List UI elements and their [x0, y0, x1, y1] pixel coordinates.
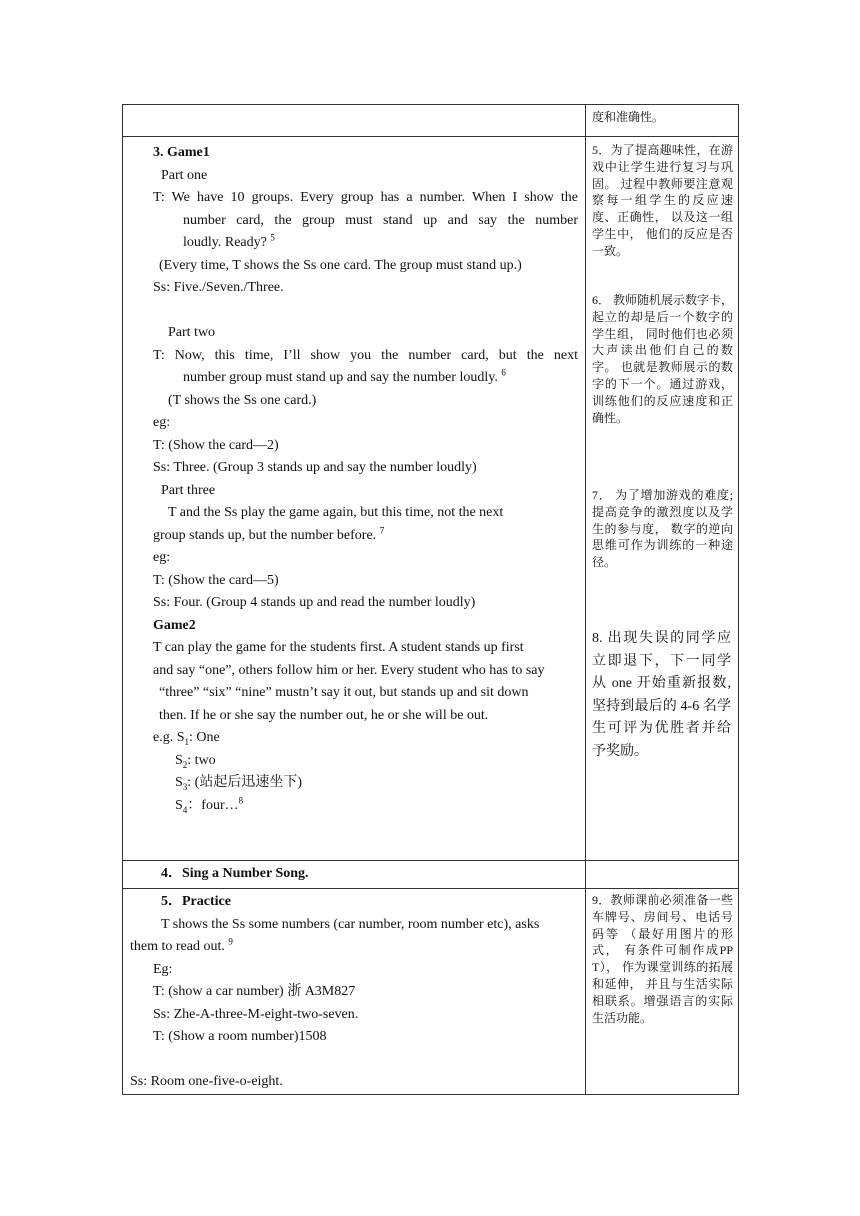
- note-continuation: 度和准确性。: [592, 110, 665, 124]
- game1-t3-line2: [153, 525, 578, 548]
- table-row: [123, 137, 739, 861]
- game2-title: Game2: [153, 617, 196, 633]
- game2-s2: [153, 750, 578, 773]
- part-two-label: Part two: [168, 325, 216, 340]
- game2-line2: and say “one”, others follow him or her. Every student who has to say: [153, 662, 545, 678]
- game1-t2-line3: (T shows the Ss one card.): [168, 392, 317, 408]
- game2-s4-text: ：four…: [187, 797, 239, 813]
- game2-s4-sub: 4: [182, 804, 188, 815]
- game1-t3-line1: T and the Ss play the game again, but this time, not the next: [168, 505, 504, 520]
- game1-ss3: Ss: Four. (Group 4 stands up and read the number loudly): [153, 595, 476, 610]
- game1-title: 3. Game1: [153, 145, 210, 160]
- footnote-ref-5: 5: [270, 232, 275, 243]
- note-7: 7． 为了增加游戏的难度;提高竞争的激烈度以及学生的参与度， 数字的逆向思维可作为训练的一种途径。: [592, 488, 733, 570]
- game2-line3: “three” “six” “nine” mustn’t say it out, but stands up and sit down: [159, 685, 529, 700]
- game2-s3-text: : (站起后迅速坐下): [187, 775, 303, 790]
- procedure-cell-sing: [123, 861, 586, 889]
- blank-line: [130, 1049, 578, 1072]
- game1-every-time: (Every time, T shows the Ss one card. The group must stand up.): [159, 257, 522, 273]
- game1-t2-line2-text: number group must stand up and say the number loudly.: [183, 370, 498, 385]
- game1-eg1: eg:: [153, 415, 171, 430]
- game1-t3-show: T: (Show the card—5): [153, 572, 279, 588]
- game2-s1-text: : One: [189, 730, 220, 745]
- note-cell: [586, 105, 739, 137]
- part-one-label: Part one: [161, 167, 208, 183]
- game2-s4-prefix: S: [175, 797, 183, 813]
- game2-s1-prefix: e.g. S: [153, 730, 185, 745]
- note-6-wrap: [586, 291, 738, 486]
- lesson-plan-table: [122, 104, 739, 1095]
- note-6: 6． 教师随机展示数字卡， 起立的却是后一个数字的学生组， 同时他们也必须大声读出他们自己的数字。 也就是教师展示的数字的下一个。通过游戏， 训练他们的反应速度和正确性。: [592, 293, 734, 425]
- footnote-ref-9: 9: [228, 936, 233, 947]
- note-7-wrap: [586, 486, 738, 628]
- lesson-plan-page: [122, 104, 739, 1095]
- note-5: 5．为了提高趣味性，在游戏中让学生进行复习与巩固。 过程中教师要注意观察每一组学生的反应速度、正确性， 以及这一组学生中， 他们的反应是否一致。: [592, 143, 733, 258]
- practice-line2: [130, 936, 578, 959]
- practice-line1: T shows the Ss some numbers (car number, room number etc), asks: [161, 916, 540, 932]
- practice-t1: T: (show a car number) 浙 A3M827: [153, 984, 356, 999]
- game1-eg2: eg:: [153, 550, 171, 565]
- game1-t2-show: T: (Show the card—2): [153, 437, 279, 453]
- practice-eg: Eg:: [153, 961, 173, 977]
- game1-ss1: Ss: Five./Seven./Three.: [153, 280, 284, 295]
- game2-s4: [153, 795, 578, 818]
- practice-t2: T: (Show a room number)1508: [153, 1029, 327, 1044]
- note-9: 9．教师课前必须准备一些车牌号、房间号、电话号码等 （最好用图片的形式， 有条件可制作成PPT）， 作为课堂训练的拓展和延伸， 并且与生活实际相联系。增强语言的实际生活功能。: [592, 893, 733, 1025]
- table-row: [123, 889, 739, 1095]
- game1-t3-line2-text: group stands up, but the number before.: [153, 527, 377, 543]
- game2-line1: T can play the game for the students first. A student stands up first: [153, 640, 524, 655]
- note-cell-empty: [586, 861, 739, 889]
- game2-s2-text: : two: [187, 752, 216, 768]
- game1-t2-line1: T: Now, this time, I’ll show you the number card, but the next: [153, 347, 578, 363]
- sing-title: 4．Sing a Number Song.: [161, 866, 309, 881]
- game1-t1-line3-text: loudly. Ready?: [183, 235, 267, 250]
- game1-ss2: Ss: Three. (Group 3 stands up and say the number loudly): [153, 460, 477, 475]
- game2-s1-sub: 1: [184, 736, 189, 747]
- table-row: [123, 105, 739, 137]
- game1-t1-line2: number card, the group must stand up and say the number: [183, 212, 578, 228]
- notes-cell-practice: [586, 889, 739, 1095]
- procedure-cell-empty: [123, 105, 586, 137]
- note-8-wrap: [586, 628, 738, 763]
- footnote-ref-7: 7: [379, 524, 385, 535]
- game1-t1-line1: T: We have 10 groups. Every group has a number. When I show the: [153, 190, 578, 205]
- game2-s1: [153, 727, 578, 750]
- practice-line2-text: them to read out.: [130, 939, 225, 954]
- procedure-cell-games: [123, 137, 586, 861]
- game1-t1-line3: [153, 232, 578, 255]
- footnote-ref-6: 6: [501, 367, 506, 378]
- footnote-ref-8: 8: [238, 794, 244, 805]
- practice-ss1: Ss: Zhe-A-three-M-eight-two-seven.: [153, 1006, 359, 1022]
- part-three-label: Part three: [161, 482, 216, 498]
- table-row: [123, 861, 739, 889]
- notes-cell-games: [586, 137, 739, 861]
- game1-t2-line2: [153, 367, 578, 390]
- practice-ss2: Ss: Room one-five-o-eight.: [130, 1074, 283, 1089]
- game2-s2-prefix: S: [175, 752, 183, 768]
- game2-s3-sub: 3: [182, 781, 188, 792]
- game2-line4: then. If he or she say the number out, he or she will be out.: [159, 707, 489, 723]
- procedure-cell-practice: [123, 889, 586, 1095]
- game2-s2-sub: 2: [182, 759, 188, 770]
- blank-line: [153, 300, 578, 323]
- game2-s3-prefix: S: [175, 775, 183, 790]
- note-8: 8. 出现失误的同学应立即退下，下一同学从 one 开始重新报数,坚持到最后的 4-6 名学生可评为优胜者并给予奖励。: [592, 631, 731, 759]
- note-5-wrap: [586, 137, 738, 291]
- game2-s3: [153, 772, 578, 795]
- practice-title: 5．Practice: [161, 894, 231, 909]
